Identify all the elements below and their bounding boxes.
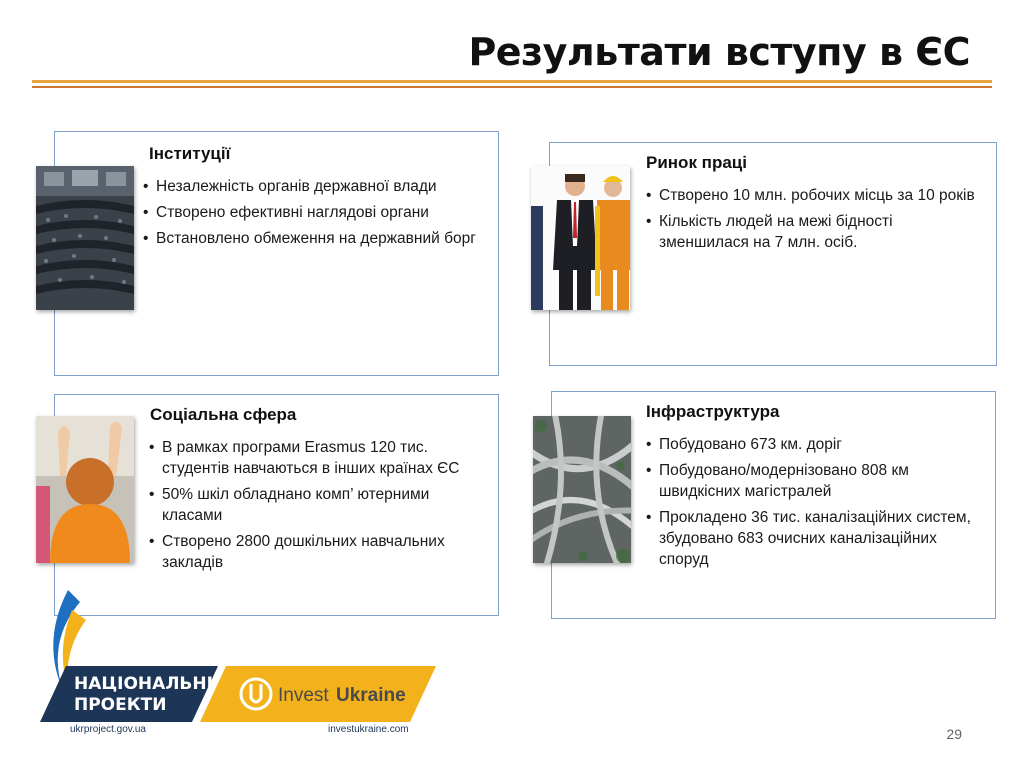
list-item: • Створено 10 млн. робочих місць за 10 років [646,187,975,204]
bullet-list [646,185,986,258]
list-item: • Створено ефективні наглядові органи [143,204,429,221]
parliament-photo [36,166,134,310]
bullet-list [646,434,981,575]
page-number: 29 [946,726,962,742]
classroom-photo [36,416,134,563]
footer-logos [28,580,448,740]
svg-text:НАЦІОНАЛЬНІ: НАЦІОНАЛЬНІ [74,674,213,694]
panel-heading: Інституції [149,144,231,163]
workers-photo [531,166,630,310]
list-item: • Кількість людей на межі бідності зменшилася на 7 млн. осіб. [646,213,893,251]
list-item: • Створено 2800 дошкільних навчальних закладів [149,533,445,571]
svg-text:ukrproject.gov.ua: ukrproject.gov.ua [70,724,146,735]
svg-text:Ukraine: Ukraine [336,685,406,706]
list-item: • Незалежність органів державної влади [143,178,437,195]
highway-interchange-photo [533,416,631,563]
bullet-list [149,437,489,578]
bullet-list [143,176,483,254]
list-item: • В рамках програми Erasmus 120 тис. студентів навчаються в інших країнах ЄС [149,439,460,477]
panel-heading: Ринок праці [646,153,747,172]
svg-text:Invest: Invest [278,685,329,706]
list-item: • Прокладено 36 тис. каналізаційних систем, збудовано 683 очисних каналізаційних споруд [646,509,971,568]
national-projects-logo [28,580,448,740]
title-underline-top [32,80,992,83]
list-item: • Побудовано 673 км. доріг [646,436,842,453]
title-underline-bottom [32,86,992,88]
panel-heading: Соціальна сфера [150,405,297,424]
svg-text:ПРОЕКТИ: ПРОЕКТИ [74,695,167,715]
slide-title: Результати вступу в ЄС [468,30,970,74]
list-item: • Побудовано/модернізовано 808 км швидкісних магістралей [646,462,909,500]
panel-heading: Інфраструктура [646,402,780,421]
svg-text:investukraine.com: investukraine.com [328,724,409,735]
list-item: • 50% шкіл обладнано комп’ ютерними класами [149,486,430,524]
list-item: • Встановлено обмеження на державний борг [143,230,476,247]
